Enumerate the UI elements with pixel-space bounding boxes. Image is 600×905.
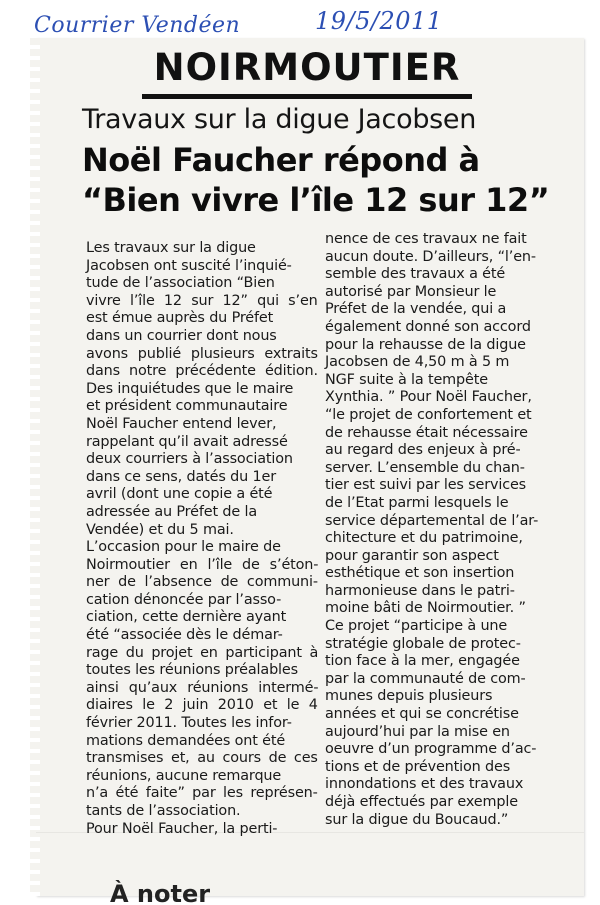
article-column-right bbox=[325, 231, 558, 829]
headline bbox=[82, 140, 572, 220]
article-text-line: innondations et des travaux bbox=[325, 776, 524, 793]
torn-edge bbox=[30, 38, 40, 896]
article-text-line: et président communautaire bbox=[86, 398, 288, 415]
article-text-line: L’occasion pour le maire de bbox=[86, 539, 281, 556]
article-text-line: par la communauté de com- bbox=[325, 670, 526, 687]
article-text-line: ciation, cette dernière ayant bbox=[86, 609, 287, 626]
article-text-line: service départemental de l’ar- bbox=[325, 512, 539, 529]
handwritten-source: Courrier Vendéen bbox=[34, 13, 241, 38]
article-text-line: pour garantir son aspect bbox=[325, 547, 499, 564]
article-text-line: avons publié plusieurs extraits bbox=[86, 345, 318, 362]
article-text-line: tants de l’association. bbox=[86, 803, 241, 819]
article-text-line: “le projet de confortement et bbox=[325, 406, 532, 423]
article-text-line: diaires le 2 juin 2010 et le 4 bbox=[86, 697, 318, 714]
article-text-line: oeuvre d’un programme d’ac- bbox=[325, 741, 537, 758]
article-text-line: dans notre précédente édition. bbox=[86, 363, 318, 380]
fold-line bbox=[36, 832, 584, 833]
article-text-line: mations demandées ont été bbox=[86, 732, 286, 749]
article-text-line: adressée au Préfet de la bbox=[86, 503, 257, 520]
article-text-line: transmises et, au cours de ces bbox=[86, 750, 318, 767]
article-text-line: de rehausse était nécessaire bbox=[325, 424, 528, 441]
article-text-line: février 2011. Toutes les infor- bbox=[86, 715, 292, 732]
article-text-line: rage du projet en participant à bbox=[86, 644, 319, 661]
article-text-line: cation dénoncée par l’asso- bbox=[86, 591, 282, 608]
article-text-line: Xynthia. ” Pour Noël Faucher, bbox=[325, 389, 532, 406]
article-text-line: NGF suite à la tempête bbox=[325, 371, 488, 388]
subheadline: Travaux sur la digue Jacobsen bbox=[82, 104, 477, 135]
article-text-line: pour la rehausse de la digue bbox=[325, 336, 526, 353]
article-text-line: harmonieuse dans le patri- bbox=[325, 582, 515, 599]
article-text-line: server. L’ensemble du chan- bbox=[325, 459, 525, 476]
article-text-line: tude de l’association “Bien bbox=[86, 275, 275, 292]
article-text-line: réunions, aucune remarque bbox=[86, 767, 282, 784]
article-text-line: autorisé par Monsieur le bbox=[325, 283, 497, 300]
article-text-line: stratégie globale de protec- bbox=[325, 635, 521, 652]
handwritten-annotation bbox=[30, 5, 450, 39]
article-text-line: Pour Noël Faucher, la perti- bbox=[86, 820, 278, 837]
article-text-line: ainsi qu’aux réunions intermé- bbox=[86, 679, 319, 696]
article-text-line: également donné son accord bbox=[325, 318, 531, 335]
article-text-line: Ce projet “participe à une bbox=[325, 618, 508, 635]
article-text-line: n’a été faite” par les représen- bbox=[86, 785, 318, 802]
article-text-line: moine bâti de Noirmoutier. ” bbox=[325, 600, 526, 617]
article-column-left bbox=[86, 240, 318, 838]
article-text-line: vivre l’île 12 sur 12” qui s’en bbox=[86, 292, 318, 309]
article-text-line: Jacobsen ont suscité l’inquié- bbox=[86, 257, 292, 274]
article-text-line: tier est suivi par les services bbox=[325, 477, 527, 494]
article-text-line: au regard des enjeux à pré- bbox=[325, 442, 521, 459]
article-text-line: munes depuis plusieurs bbox=[325, 688, 493, 705]
article-text-line: nence de ces travaux ne fait bbox=[325, 231, 527, 247]
article-text-line: été “associée dès le démar- bbox=[86, 627, 283, 644]
article-text-line: sur la digue du Boucaud.” bbox=[325, 811, 509, 828]
article-text-line: de l’Etat parmi lesquels le bbox=[325, 494, 509, 511]
handwritten-date: 19/5/2011 bbox=[315, 7, 443, 35]
article-text-line: deux courriers à l’association bbox=[86, 451, 293, 468]
article-text-line: chitecture et du patrimoine, bbox=[325, 530, 523, 547]
article-text-line: dans ce sens, datés du 1er bbox=[86, 468, 276, 485]
article-text-line: semble des travaux a été bbox=[325, 266, 506, 283]
article-text-line: tion face à la mer, engagée bbox=[325, 653, 520, 670]
article-text-line: rappelant qu’il avait adressé bbox=[86, 433, 288, 450]
article-text-line: ner de l’absence de communi- bbox=[86, 574, 318, 591]
article-text-line: aujourd’hui par la mise en bbox=[325, 723, 510, 740]
article-text-line: Jacobsen de 4,50 m à 5 m bbox=[325, 354, 510, 371]
article-text-line: Des inquiétudes que le maire bbox=[86, 380, 294, 397]
article-text-line: esthétique et son insertion bbox=[325, 565, 515, 582]
article-text-line: années et qui se concrétise bbox=[325, 706, 519, 723]
article-text-line: avril (dont une copie a été bbox=[86, 486, 273, 503]
article-text-line: déjà effectués par exemple bbox=[325, 794, 518, 810]
headline-line-2: “Bien vivre l’île 12 sur 12” bbox=[82, 181, 550, 219]
article-text-line: toutes les réunions préalables bbox=[86, 662, 298, 679]
article-text-line: dans un courrier dont nous bbox=[86, 327, 277, 344]
section-title: NOIRMOUTIER bbox=[142, 44, 472, 99]
article-text-line: Préfet de la vendée, qui a bbox=[325, 301, 507, 318]
article-text-line: Vendée) et du 5 mai. bbox=[86, 521, 234, 538]
article-text-line: tions et de prévention des bbox=[325, 758, 511, 775]
article-text-line: Noirmoutier en l’île de s’éton- bbox=[86, 556, 319, 573]
article-text-line: Les travaux sur la digue bbox=[86, 240, 256, 256]
article-text-line: aucun doute. D’ailleurs, “l’en- bbox=[325, 248, 536, 265]
article-text-line: Noël Faucher entend lever, bbox=[86, 415, 277, 432]
headline-line-1: Noël Faucher répond à bbox=[82, 141, 480, 179]
next-article-teaser: À noter bbox=[110, 880, 211, 905]
article-text-line: est émue auprès du Préfet bbox=[86, 310, 274, 327]
